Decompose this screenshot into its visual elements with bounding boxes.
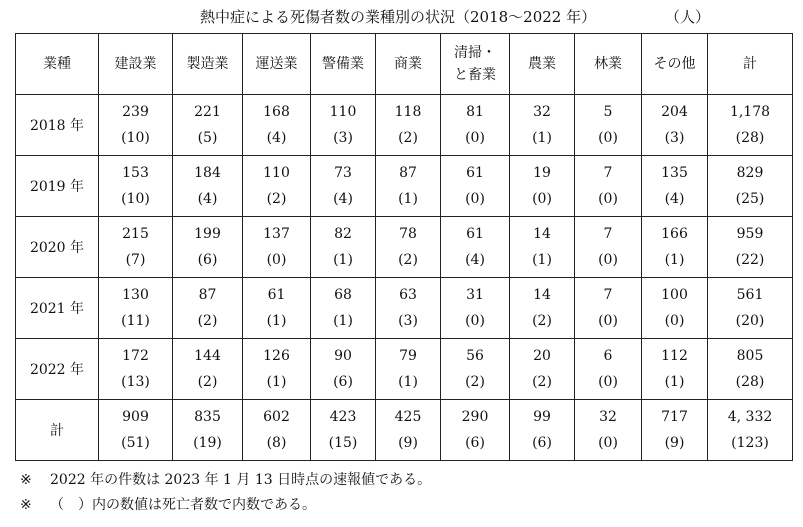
death-count: (5) xyxy=(197,130,218,146)
death-count: (1) xyxy=(333,252,353,268)
table-cell xyxy=(243,217,311,278)
table-cell xyxy=(510,217,575,278)
casualty-count: 199 xyxy=(194,226,221,242)
table-row xyxy=(16,278,793,339)
death-count: (9) xyxy=(398,435,418,451)
header-cell: 運送業 xyxy=(243,34,311,95)
death-count: (0) xyxy=(598,130,618,146)
casualty-count: 423 xyxy=(329,409,357,425)
table-cell xyxy=(575,156,642,217)
casualty-count: 204 xyxy=(661,104,688,120)
death-count: (10) xyxy=(121,130,150,146)
table-cell xyxy=(441,278,510,339)
death-count: (8) xyxy=(266,435,287,451)
table-cell xyxy=(311,156,376,217)
table-cell xyxy=(642,217,708,278)
table-caption xyxy=(0,2,803,26)
death-count: (3) xyxy=(398,313,418,329)
casualty-count: 90 xyxy=(334,348,352,364)
table-cell xyxy=(173,156,243,217)
casualty-count: 61 xyxy=(466,165,484,181)
table-cell xyxy=(575,95,642,156)
header-cell: 警備業 xyxy=(311,34,376,95)
death-count: (0) xyxy=(598,191,618,207)
header-cell: 製造業 xyxy=(173,34,243,95)
table-cell xyxy=(642,95,708,156)
casualty-count: 73 xyxy=(334,165,352,181)
row-label: 計 xyxy=(16,400,99,461)
casualty-count: 100 xyxy=(661,287,688,303)
header-cell: 計 xyxy=(708,34,793,95)
casualty-count: 78 xyxy=(399,226,417,242)
note-mark: ※ xyxy=(20,472,32,488)
casualty-count: 717 xyxy=(661,409,688,425)
casualty-count: 221 xyxy=(194,104,221,120)
row-label: 2019 年 xyxy=(16,156,99,217)
casualty-count: 184 xyxy=(194,165,221,181)
death-count: (0) xyxy=(465,191,485,207)
casualty-count: 561 xyxy=(736,287,764,303)
death-count: (22) xyxy=(735,252,765,268)
table-cell xyxy=(575,278,642,339)
table-cell xyxy=(376,217,441,278)
death-count: (6) xyxy=(465,435,485,451)
death-count: (1) xyxy=(333,313,353,329)
casualty-count: 87 xyxy=(399,165,417,181)
header-cell: その他 xyxy=(642,34,708,95)
death-count: (0) xyxy=(598,435,618,451)
death-count: (4) xyxy=(197,191,218,207)
table-cell xyxy=(376,339,441,400)
table-cell xyxy=(510,156,575,217)
death-count: (6) xyxy=(197,252,218,268)
death-count: (4) xyxy=(664,191,685,207)
table-cell xyxy=(642,339,708,400)
death-count: (9) xyxy=(664,435,685,451)
casualty-count: 32 xyxy=(533,104,551,120)
death-count: (1) xyxy=(532,252,552,268)
table-cell xyxy=(173,278,243,339)
death-count: (0) xyxy=(598,252,618,268)
death-count: (2) xyxy=(197,374,218,390)
casualty-count: 61 xyxy=(466,226,484,242)
table-cell xyxy=(243,339,311,400)
casualty-count: 79 xyxy=(399,348,417,364)
table-cell xyxy=(173,217,243,278)
casualty-count: 602 xyxy=(263,409,290,425)
death-count: (0) xyxy=(465,313,485,329)
death-count: (7) xyxy=(125,252,146,268)
table-cell xyxy=(173,400,243,461)
table-cell xyxy=(243,95,311,156)
table-cell xyxy=(311,278,376,339)
casualty-count: 172 xyxy=(122,348,149,364)
casualty-count: 6 xyxy=(603,348,613,364)
death-count: (1) xyxy=(532,130,552,146)
header-cell: 業種 xyxy=(16,34,99,95)
table-cell xyxy=(311,217,376,278)
row-label: 2022 年 xyxy=(16,339,99,400)
table-cell xyxy=(243,278,311,339)
table-cell xyxy=(708,400,793,461)
casualty-count: 153 xyxy=(122,165,149,181)
death-count: (6) xyxy=(333,374,353,390)
casualty-count: 63 xyxy=(399,287,417,303)
table-cell xyxy=(642,156,708,217)
row-label: 2021 年 xyxy=(16,278,99,339)
table-cell xyxy=(311,339,376,400)
death-count: (2) xyxy=(532,313,552,329)
casualty-count: 829 xyxy=(736,165,764,181)
casualty-count: 126 xyxy=(263,348,290,364)
table-cell xyxy=(575,400,642,461)
casualty-count: 7 xyxy=(603,165,613,181)
note-text: （ ）内の数値は死亡者数で内数である。 xyxy=(50,497,316,513)
casualty-count: 7 xyxy=(603,287,613,303)
footnote xyxy=(20,468,431,493)
casualty-count: 61 xyxy=(267,287,286,303)
header-row xyxy=(16,34,793,95)
death-count: (1) xyxy=(266,374,287,390)
casualty-count: 166 xyxy=(661,226,688,242)
table-cell xyxy=(376,400,441,461)
death-count: (2) xyxy=(465,374,485,390)
death-count: (1) xyxy=(266,313,287,329)
table-cell xyxy=(243,156,311,217)
casualty-count: 81 xyxy=(466,104,484,120)
table-cell xyxy=(441,156,510,217)
table-cell xyxy=(642,278,708,339)
death-count: (0) xyxy=(266,252,287,268)
death-count: (51) xyxy=(121,435,150,451)
casualty-count: 425 xyxy=(394,409,422,425)
death-count: (28) xyxy=(735,374,765,390)
casualty-count: 19 xyxy=(533,165,551,181)
casualty-count: 168 xyxy=(263,104,290,120)
death-count: (3) xyxy=(664,130,685,146)
table-cell xyxy=(708,339,793,400)
casualty-count: 110 xyxy=(329,104,357,120)
header-cell: 林業 xyxy=(575,34,642,95)
table-cell xyxy=(99,339,173,400)
table-cell xyxy=(311,95,376,156)
row-label: 2018 年 xyxy=(16,95,99,156)
table-row xyxy=(16,339,793,400)
note-mark: ※ xyxy=(20,497,32,513)
casualty-count: 20 xyxy=(533,348,551,364)
casualty-count: 32 xyxy=(599,409,617,425)
table-cell xyxy=(510,339,575,400)
table-cell xyxy=(99,156,173,217)
casualty-count: 14 xyxy=(533,226,551,242)
death-count: (123) xyxy=(731,435,769,451)
table-cell xyxy=(173,95,243,156)
death-count: (4) xyxy=(333,191,353,207)
casualty-count: 805 xyxy=(736,348,764,364)
table-cell xyxy=(99,95,173,156)
casualty-count: 239 xyxy=(122,104,149,120)
table-cell xyxy=(708,217,793,278)
heatstroke-casualties-table xyxy=(15,33,793,461)
death-count: (6) xyxy=(532,435,552,451)
death-count: (19) xyxy=(193,435,222,451)
table-cell xyxy=(510,278,575,339)
casualty-count: 31 xyxy=(466,287,484,303)
death-count: (1) xyxy=(398,374,418,390)
table-cell xyxy=(243,400,311,461)
casualty-count: 4, 332 xyxy=(727,409,773,425)
casualty-count: 68 xyxy=(334,287,352,303)
casualty-count: 82 xyxy=(334,226,352,242)
death-count: (20) xyxy=(735,313,765,329)
table-cell xyxy=(510,400,575,461)
casualty-count: 110 xyxy=(263,165,290,181)
footnotes xyxy=(20,468,431,518)
death-count: (4) xyxy=(465,252,485,268)
casualty-count: 14 xyxy=(533,287,551,303)
table-cell xyxy=(708,95,793,156)
death-count: (15) xyxy=(328,435,358,451)
casualty-count: 99 xyxy=(533,409,551,425)
death-count: (1) xyxy=(398,191,418,207)
table-row xyxy=(16,217,793,278)
footnote xyxy=(20,493,431,518)
death-count: (28) xyxy=(735,130,765,146)
table-cell xyxy=(708,278,793,339)
death-count: (0) xyxy=(598,374,618,390)
table-cell xyxy=(575,339,642,400)
casualty-count: 909 xyxy=(122,409,149,425)
table-row xyxy=(16,95,793,156)
table-cell xyxy=(441,217,510,278)
table-cell xyxy=(642,400,708,461)
death-count: (11) xyxy=(121,313,150,329)
header-cell: 農業 xyxy=(510,34,575,95)
table-cell xyxy=(376,156,441,217)
header-cell: 商業 xyxy=(376,34,441,95)
header-cell: 建設業 xyxy=(99,34,173,95)
table-cell xyxy=(376,95,441,156)
death-count: (0) xyxy=(465,130,485,146)
table-row xyxy=(16,156,793,217)
note-text: 2022 年の件数は 2023 年 1 月 13 日時点の速報値である。 xyxy=(50,472,432,488)
table-title: 熱中症による死傷者数の業種別の状況（2018〜2022 年） xyxy=(200,8,597,26)
death-count: (2) xyxy=(398,252,418,268)
table-cell xyxy=(510,95,575,156)
death-count: (0) xyxy=(598,313,618,329)
header-cell: 清掃・ と畜業 xyxy=(441,34,510,95)
casualty-count: 7 xyxy=(603,226,613,242)
death-count: (1) xyxy=(664,374,685,390)
death-count: (4) xyxy=(266,130,287,146)
casualty-count: 56 xyxy=(466,348,484,364)
death-count: (0) xyxy=(664,313,685,329)
table-cell xyxy=(311,400,376,461)
casualty-count: 1,178 xyxy=(729,104,771,120)
table-cell xyxy=(173,339,243,400)
table-row xyxy=(16,400,793,461)
casualty-count: 215 xyxy=(122,226,149,242)
death-count: (2) xyxy=(266,191,287,207)
casualty-count: 135 xyxy=(661,165,688,181)
death-count: (13) xyxy=(121,374,150,390)
casualty-count: 137 xyxy=(263,226,290,242)
casualty-count: 144 xyxy=(194,348,221,364)
death-count: (25) xyxy=(735,191,765,207)
unit-label: （人） xyxy=(665,8,711,26)
table-cell xyxy=(99,278,173,339)
death-count: (2) xyxy=(532,374,552,390)
casualty-count: 87 xyxy=(198,287,217,303)
casualty-count: 290 xyxy=(461,409,489,425)
table-cell xyxy=(99,217,173,278)
death-count: (10) xyxy=(121,191,150,207)
death-count: (2) xyxy=(398,130,418,146)
table-cell xyxy=(708,156,793,217)
casualty-count: 5 xyxy=(603,104,613,120)
row-label: 2020 年 xyxy=(16,217,99,278)
casualty-count: 835 xyxy=(194,409,221,425)
death-count: (2) xyxy=(197,313,218,329)
death-count: (3) xyxy=(333,130,353,146)
death-count: (0) xyxy=(532,191,552,207)
table-cell xyxy=(99,400,173,461)
table-cell xyxy=(441,95,510,156)
casualty-count: 112 xyxy=(661,348,688,364)
casualty-count: 130 xyxy=(122,287,149,303)
table-cell xyxy=(441,339,510,400)
table-cell xyxy=(376,278,441,339)
table-cell xyxy=(441,400,510,461)
casualty-count: 959 xyxy=(736,226,764,242)
table-cell xyxy=(575,217,642,278)
casualty-count: 118 xyxy=(394,104,422,120)
death-count: (1) xyxy=(664,252,685,268)
